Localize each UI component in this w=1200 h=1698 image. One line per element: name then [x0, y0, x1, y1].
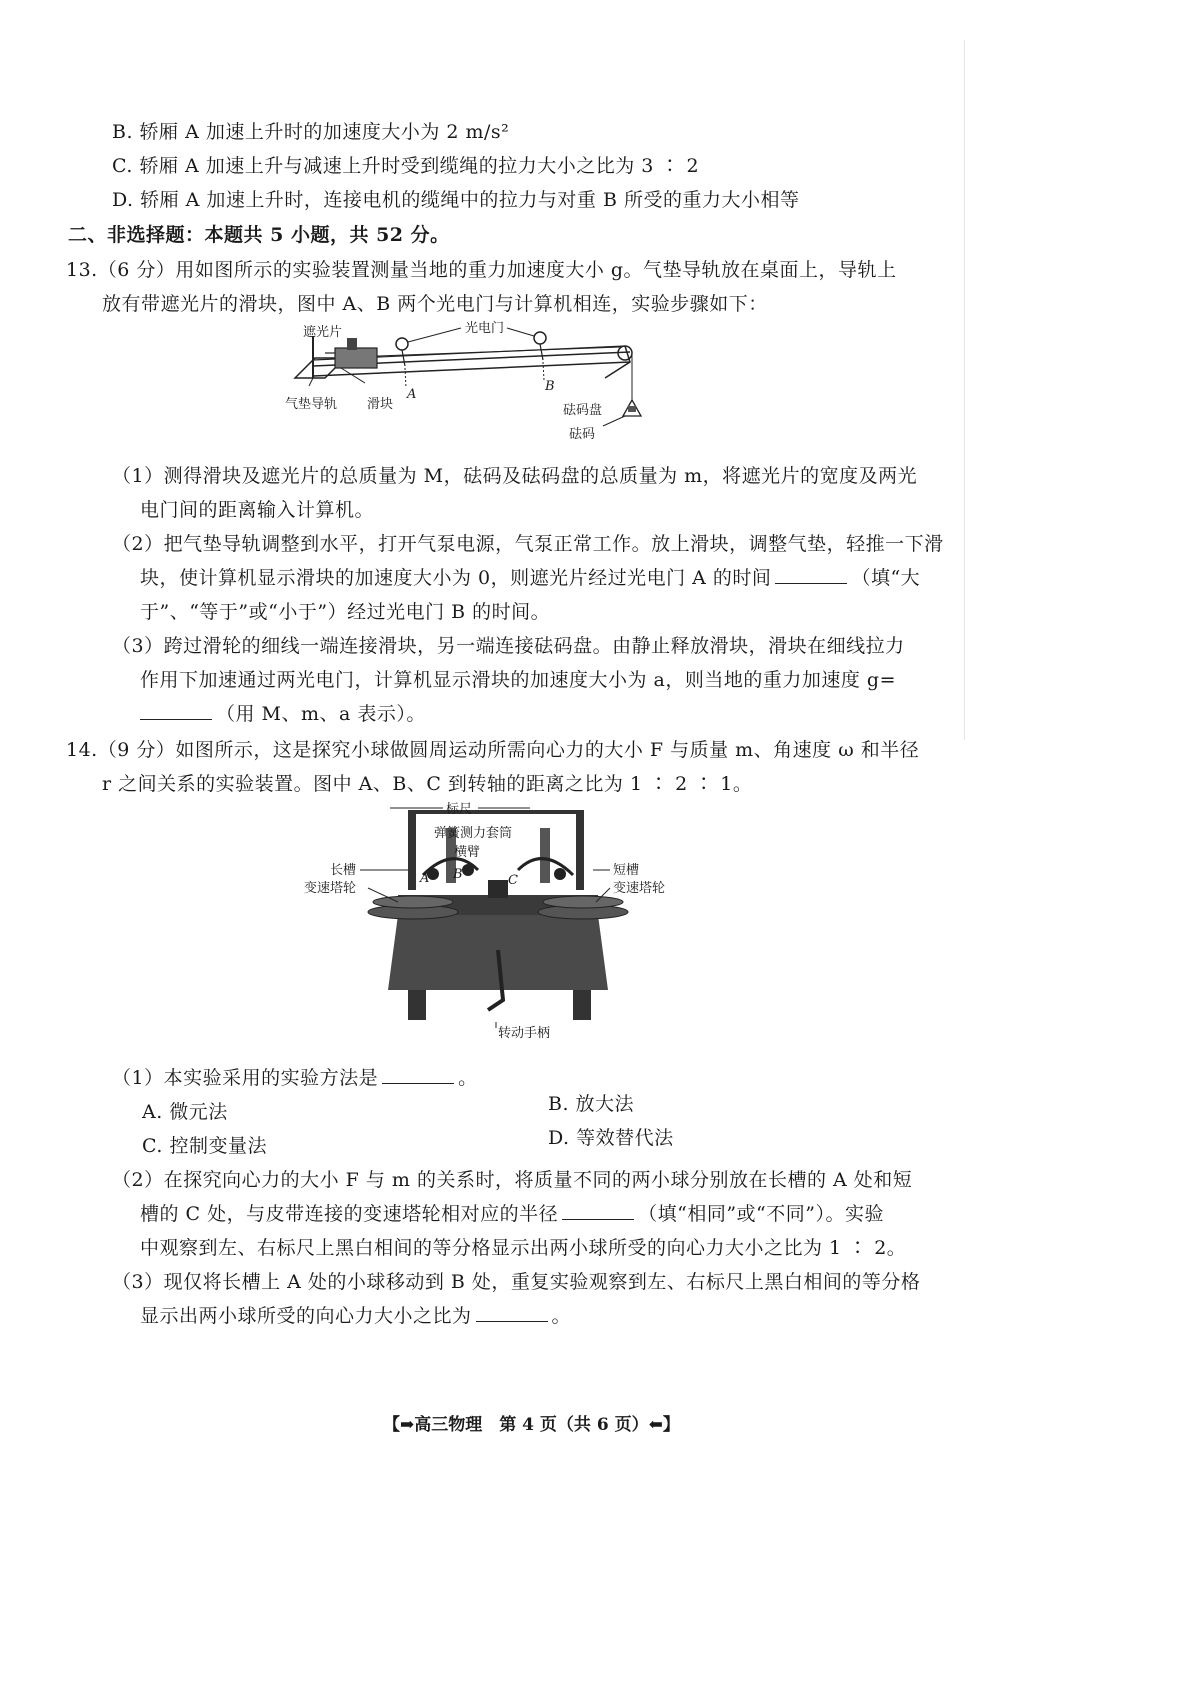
q13-step3-a: （3）跨过滑轮的细线一端连接滑块，另一端连接砝码盘。由静止释放滑块，滑块在细线拉力 — [112, 635, 905, 657]
answer-blank-q14-1[interactable] — [382, 1065, 454, 1084]
q14-sub2-b-row — [140, 1200, 884, 1228]
q13-step2-b — [140, 564, 920, 592]
label-wheel-left: 变速塔轮 — [304, 881, 357, 896]
option-c-q14: C. 控制变量法 — [142, 1135, 267, 1157]
q14-sub1-row — [112, 1064, 478, 1092]
option-b-q14: B. 放大法 — [548, 1093, 635, 1115]
answer-blank-q14-3[interactable] — [476, 1303, 548, 1322]
label-shade: 遮光片 — [303, 325, 343, 340]
q13-step1-a: （1）测得滑块及遮光片的总质量为 M，砝码及砝码盘的总质量为 m，将遮光片的宽度及两光 — [112, 465, 918, 487]
answer-blank-q13-2[interactable] — [775, 565, 847, 584]
answer-blank-q13-3[interactable] — [140, 701, 212, 720]
label-tray: 砝码盘 — [563, 403, 603, 418]
q13-step3-b: 作用下加速通过两光电门，计算机显示滑块的加速度大小为 a，则当地的重力加速度 g= — [140, 669, 896, 691]
q13-step2-b-pre: 块，使计算机显示滑块的加速度大小为 0，则遮光片经过光电门 A 的时间 — [140, 567, 772, 589]
label-pos-b: B — [453, 867, 463, 882]
q14-sub2-c: 中观察到左、右标尺上黑白相间的等分格显示出两小球所受的向心力大小之比为 1 ∶ 2。 — [140, 1237, 907, 1259]
option-d-q14: D. 等效替代法 — [548, 1127, 674, 1149]
centripetal-apparatus-figure — [304, 800, 688, 1041]
q14-sub3-b-row — [140, 1302, 571, 1330]
label-gate-b: B — [545, 379, 555, 394]
q14-sub1-end: 。 — [458, 1067, 478, 1089]
q14-sub1: （1）本实验采用的实验方法是 — [112, 1067, 379, 1089]
option-c-q12: C. 轿厢 A 加速上升与减速上升时受到缆绳的拉力大小之比为 3 ∶ 2 — [112, 155, 700, 177]
scan-margin-line — [964, 40, 965, 740]
label-arm: 横臂 — [454, 845, 481, 860]
label-sleeve: 弹簧测力套筒 — [434, 826, 513, 841]
q13-step2-a: （2）把气垫导轨调整到水平，打开气泵电源，气泵正常工作。放上滑块，调整气垫，轻推一下滑 — [112, 533, 944, 555]
q13-step1-b: 电门间的距离输入计算机。 — [140, 499, 375, 521]
label-photogate: 光电门 — [465, 321, 505, 336]
q14-intro-1: 14.（9 分）如图所示，这是探究小球做圆周运动所需向心力的大小 F 与质量 m、角速度 ω 和半径 — [66, 739, 920, 761]
page-footer: 【➡高三物理 第 4 页（共 6 页）⬅】 — [383, 1415, 680, 1435]
q14-sub3-b: 显示出两小球所受的向心力大小之比为 — [140, 1305, 472, 1327]
label-short-slot: 短槽 — [613, 863, 640, 878]
label-gate-a: A — [407, 387, 417, 402]
label-rail: 气垫导轨 — [285, 397, 338, 412]
label-ruler: 标尺 — [446, 802, 473, 817]
option-a-q14: A. 微元法 — [142, 1101, 228, 1123]
label-slider: 滑块 — [367, 397, 394, 412]
q13-step2-b-post: （填“大 — [851, 567, 921, 589]
q14-sub3-end: 。 — [551, 1305, 572, 1327]
q13-intro-1: 13.（6 分）用如图所示的实验装置测量当地的重力加速度大小 g。气垫导轨放在桌面上，导轨上 — [66, 259, 897, 281]
option-d-q12: D. 轿厢 A 加速上升时，连接电机的缆绳中的拉力与对重 B 所受的重力大小相等 — [112, 189, 800, 211]
q13-intro-2: 放有带遮光片的滑块，图中 A、B 两个光电门与计算机相连，实验步骤如下： — [102, 293, 768, 315]
label-handle: 转动手柄 — [498, 1026, 551, 1041]
q14-sub2-b-post: （填“相同”或“不同”）。实验 — [638, 1203, 884, 1225]
q13-step3-c-row — [140, 700, 426, 728]
label-weight: 砝码 — [569, 427, 596, 442]
label-wheel-right: 变速塔轮 — [613, 881, 666, 896]
q14-sub2-b-pre: 槽的 C 处，与皮带连接的变速塔轮相对应的半径 — [140, 1203, 559, 1225]
air-track-figure — [285, 318, 705, 458]
option-b-q12: B. 轿厢 A 加速上升时的加速度大小为 2 m/s² — [112, 121, 510, 143]
answer-blank-q14-2[interactable] — [562, 1201, 634, 1220]
q13-step3-c: （用 M、m、a 表示）。 — [216, 703, 426, 725]
q14-intro-2: r 之间关系的实验装置。图中 A、B、C 到转轴的距离之比为 1 ∶ 2 ∶ 1。 — [102, 773, 753, 795]
q14-sub2-a: （2）在探究向心力的大小 F 与 m 的关系时，将质量不同的两小球分别放在长槽的 A 处和短 — [112, 1169, 913, 1191]
label-pos-a: A — [420, 871, 430, 886]
q14-sub3-a: （3）现仅将长槽上 A 处的小球移动到 B 处，重复实验观察到左、右标尺上黑白相间的等分格 — [112, 1271, 921, 1293]
q13-step2-c: 于”、“等于”或“小于”）经过光电门 B 的时间。 — [140, 601, 551, 623]
label-long-slot: 长槽 — [330, 863, 357, 878]
label-pos-c: C — [508, 873, 518, 888]
section-heading: 二、非选择题：本题共 5 小题，共 52 分。 — [68, 224, 450, 246]
